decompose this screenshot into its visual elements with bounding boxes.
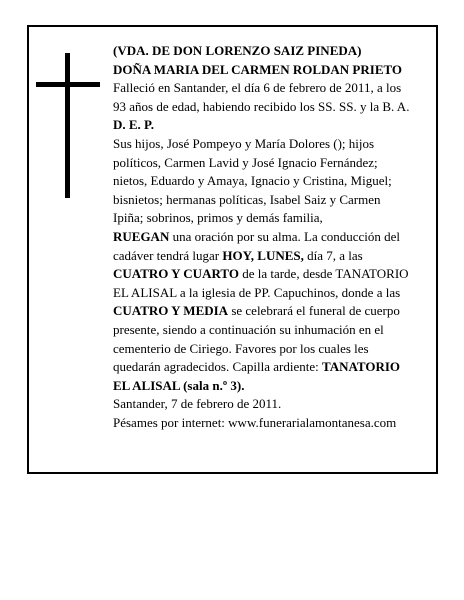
day-label: HOY, LUNES, [222,247,304,263]
dep-line: D. E. P. [113,117,155,133]
time-second: CUATRO Y MEDIA [113,303,229,319]
time-first: CUATRO Y CUARTO [113,266,239,282]
funeral-details: RUEGAN una oración por su alma. La conducción del cadáver tendrá lugar HOY, LUNES, día 7, a las CUATRO Y CUARTO de la tarde, desde TANATORIO EL ALISAL a la iglesia de PP. Capuchinos, donde a las CUATRO Y MEDIA se celebrará el funeral de cuerpo presente, siendo a continuación su inhumación en el cementerio de Ciriego. Favores por los cuales les quedarán agradecidos. Capilla ardiente: TANATORIO EL ALISAL (sala n.º 3). [113,228,409,393]
death-text: Falleció en Santander, el día 6 de febrero de 2011, a los 93 años de edad, habiendo recibido los SS. SS. y la B. A. [113,80,410,114]
ruegan-word: RUEGAN [113,228,170,244]
place-date: Santander, 7 de febrero de 2011. [113,396,282,412]
chapel-name: TANATORIO EL ALISAL (sala n.º 3). [113,359,401,393]
obituary-text [113,42,413,432]
cross-icon [36,53,100,200]
family-text: Sus hijos, José Pompeyo y María Dolores (); hijos políticos, Carmen Lavid y José Ignacio Fernández; nietos, Eduardo y Amaya, Ignacio y Cristina, Miguel; bisnietos; hermanas políticas, Isabel Saiz y Carmen Ipiña; sobrinos, primos y demás familia, [113,135,392,226]
condolences-line: Pésames por internet: www.funerarialamontanesa.com [113,414,397,430]
widow-line: (VDA. DE DON LORENZO SAIZ PINEDA) [113,43,362,58]
deceased-name: DOÑA MARIA DEL CARMEN ROLDAN PRIETO [113,61,403,77]
